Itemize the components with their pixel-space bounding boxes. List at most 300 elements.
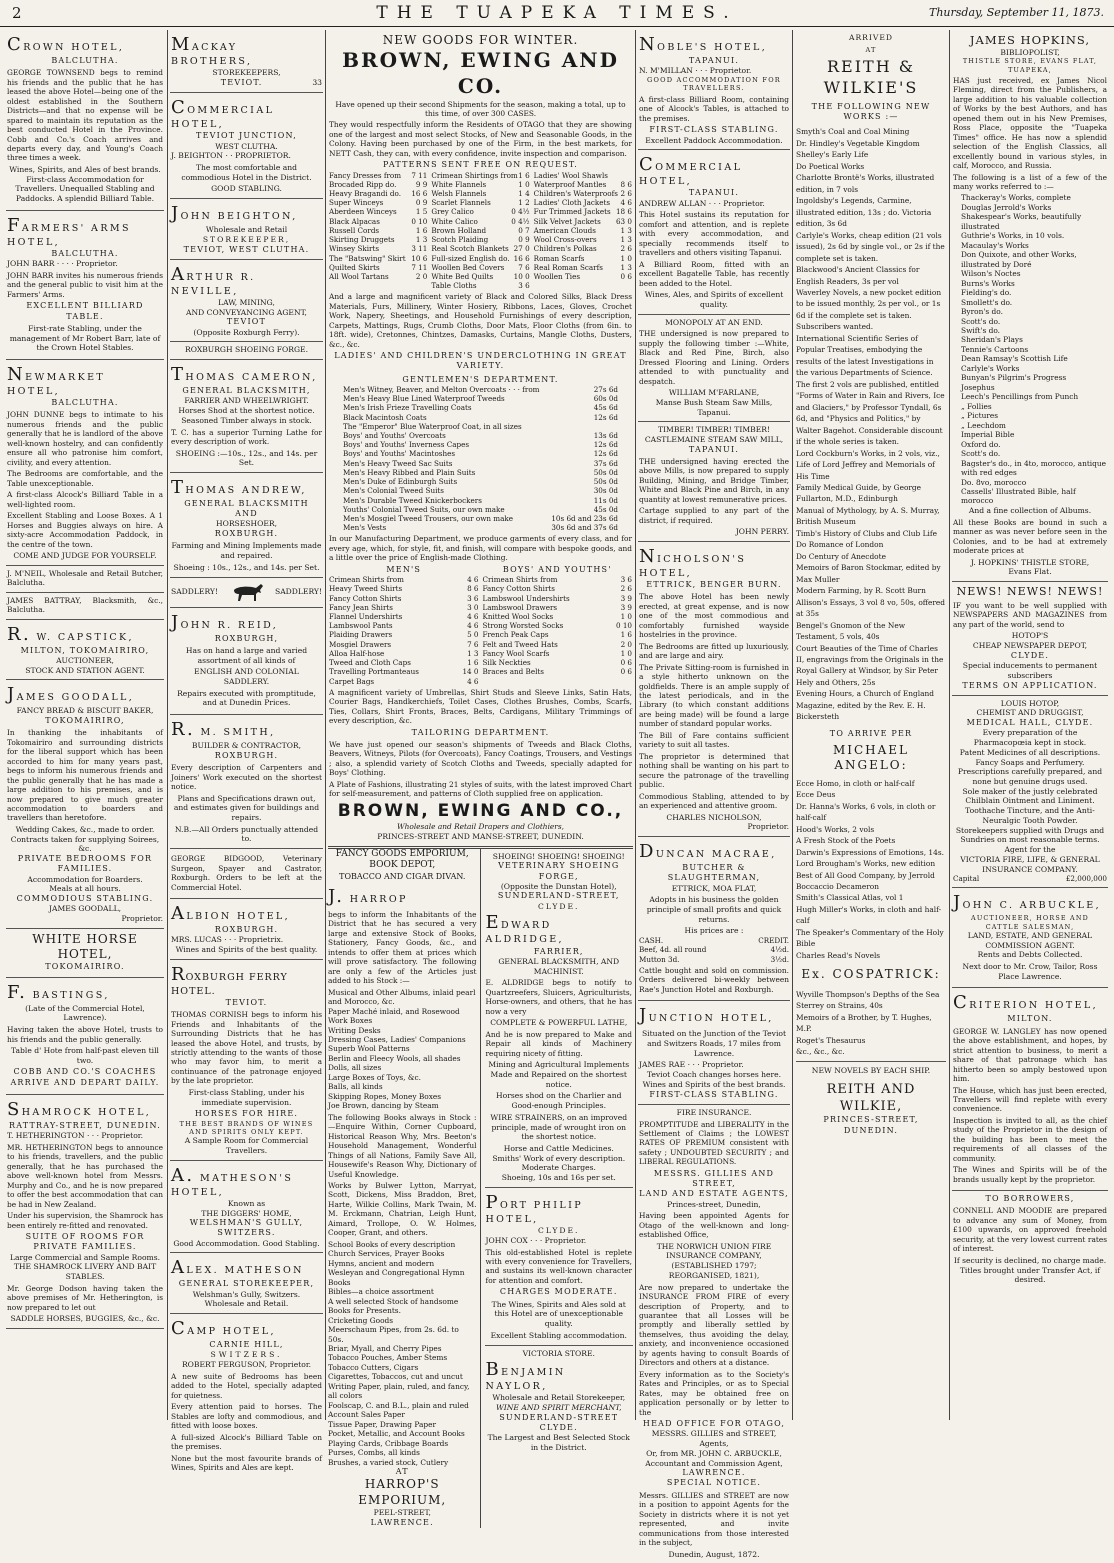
ad-line: TAPANUI.: [688, 444, 740, 454]
ad-line: VETERINARY SHOEING FORGE,: [498, 861, 620, 881]
price-row: [329, 207, 427, 216]
ad-line: ROBERT FERGUSON, Proprietor.: [181, 1360, 312, 1370]
ad-address: PEEL-STREET,: [373, 1508, 431, 1518]
price-value: 11s 0d: [593, 495, 618, 505]
ad-bidgood: [170, 849, 323, 899]
price-value: 0 10: [411, 216, 428, 226]
list-item: International Scientific Series of Popular Treatises, embodying the results of the latest Investigations in the various Departments of Science. The first 2 vols are published, entitled "Forms of Water in Rain and Rivers, Ice and Glaciers," by Professor Tyndall, 6s 6d, and "Physics and Politics," by Walter Bagehot. Considerable discount if the whole series is taken.: [796, 333, 945, 447]
price-row: [431, 263, 529, 272]
list-item: Dean Ramsay's Scottish Life: [961, 354, 1068, 364]
price-value: 3 11: [411, 244, 428, 254]
section-heading: BOYS' AND YOUTHS': [502, 564, 612, 574]
ad-title: ROXBURGH SHOEING FORGE.: [185, 345, 308, 355]
price-cell: 4½d.: [770, 945, 789, 955]
ad-line: JAMES GOODALL,: [48, 904, 122, 914]
ad-line: THE SHAMROCK LIVERY AND BAIT STABLES.: [13, 1262, 157, 1282]
price-row: [483, 667, 633, 676]
ad-address: LAWRENCE.: [370, 1517, 434, 1527]
ad-line: Or, from MR. JOHN C. ARBUCKLE,: [646, 1448, 782, 1458]
ad-line: Cartage supplied to any part of the district, if required.: [639, 506, 789, 525]
price-row: [534, 226, 632, 235]
price-item: Brown Holland: [431, 225, 487, 235]
price-item: Fancy Wool Scarfs: [482, 648, 550, 658]
ad-line: COMPLETE & POWERFUL LATHE,: [490, 1018, 628, 1028]
price-row: [534, 272, 632, 281]
ad-line: Adopts in his business the golden principle of small profits and quick returns.: [646, 895, 782, 924]
ad-line: The Wines and Spirits will be of the brands usually kept by the proprietor.: [953, 1165, 1107, 1184]
price-value: 50s 0d: [593, 467, 618, 477]
ad-line: TEVIOT JUNCTION,: [196, 131, 297, 141]
ad-line: LAND AND ESTATE AGENTS,: [639, 1189, 789, 1199]
price-item: Men's Heavy Ribbed and Plain Suits: [343, 467, 476, 477]
ad-body: Messrs. GILLIES and STREET are now in a position to appoint Agents for the Society in districts where it is not yet represented, and invite communications from those interested in the subject,: [639, 1490, 789, 1548]
ad-line: (ESTABLISHED 1797; REORGANISED, 1821),: [668, 1261, 760, 1280]
price-item: American Clouds: [533, 225, 596, 235]
ad-body: JOHN BARR invites his numerous friends and the general public to visit him at the Farmers' Arms.: [7, 270, 163, 299]
ad-line: J. HOPKINS' THISTLE STORE,: [970, 557, 1090, 567]
price-row: [329, 171, 427, 180]
price-value: 0 4½: [511, 216, 530, 226]
ad-line: HORSES FOR HIRE.: [194, 1109, 299, 1119]
ad-line: Manse Bush Steam Saw Mills, Tapanui.: [655, 397, 773, 417]
ad-body: The following Books always in Stock :—Enquire Within, Corner Cupboard, Historical Reason Why, Mrs. Beeton's Household Management, Wonderful Things of all Nations, Family Save All, Housewife's Reason Why, Dictionary of Useful Knowledge.: [328, 1112, 477, 1179]
price-item: White Bed Quilts: [431, 272, 494, 281]
ad-line: WILLIAM M'FARLANE,: [668, 388, 760, 398]
ad-title: JAMES HOPKINS,: [969, 33, 1091, 47]
ad-fire-insurance: [638, 1105, 790, 1563]
price-value: 8 6: [620, 179, 632, 189]
price-value: 0 4½: [511, 207, 530, 217]
price-row: [329, 658, 479, 667]
price-item: Boys' and Youths' Inverness Capes: [343, 440, 470, 450]
ad-brand: REITH AND WILKIE,: [826, 1082, 916, 1114]
list-item: Boccaccio Decameron: [796, 881, 879, 891]
ad-line: Contracts taken for supplying Soirees, &c.: [10, 834, 160, 854]
ad-body: Works by Bulwer Lytton, Marryat, Scott, Dickens, Miss Braddon, Bret, Harte, Wilkie Collins, Mark Twain, M. M. Erckmann, Chatrian, Leigh Hunt, Aimard, Trollope, O. W. Holmes, Cooper, Grant, and others.: [328, 1181, 477, 1238]
list-item: Best of All Good Company, by Jerrold: [796, 870, 935, 880]
price-value: 0 7: [518, 225, 530, 235]
ad-line: His prices are :: [684, 926, 744, 936]
ad-title: ALEX. MATHESON: [171, 1257, 304, 1279]
ad-line: Wines and Spirits of the best brands.: [642, 1079, 786, 1089]
ad-line: CLYDE.: [538, 901, 580, 911]
price-row: [329, 630, 479, 639]
list-item: Allison's Essays, 3 vol 8 vo, 50s, offered at 35s: [796, 597, 946, 619]
list-item: Church Services, Prayer Books: [328, 1249, 445, 1259]
ad-andrew: [170, 473, 323, 578]
ad-line: Patent Medicines of all descriptions.: [959, 747, 1101, 757]
price-item: Russell Cords: [329, 225, 380, 235]
price-row: [329, 272, 427, 281]
horse-icon: [228, 581, 266, 603]
ad-heading: VICTORIA STORE.: [522, 1348, 595, 1358]
list-item: Bibles—a choice assortment: [328, 1287, 434, 1297]
ad-line: FARRIER,: [533, 946, 584, 956]
list-item: Dr. Hanna's Works, 6 vols, in cloth or half-calf: [796, 801, 936, 823]
ad-body: Are now prepared to undertake the INSURANCE FROM FIRE of every description of Property, and to guarantee that all Losses will be promptly and liberally settled by themselves, thus avoiding the delay, anxiety, and inconvenience occasioned by agents having to consult Boards of Directors and others at a distance.: [639, 1282, 789, 1368]
ad-body: JOHN DUNNE begs to intimate to his numerous friends and the public generally that he is landlord of the above well-known hostelry, and can confidently ensure all who patronise him comfort, civility, and every attention.: [7, 410, 163, 467]
price-value: 3 6: [467, 593, 479, 603]
ad-line: Accountant and Commission Agent,: [645, 1458, 783, 1468]
ad-line: Inspection is invited to all, as the chief study of the Proprietor in the design of the building has been to meet the requirements of all classes of the community.: [953, 1115, 1107, 1163]
list-item: Smyth's Coal and Coal Mining: [796, 127, 910, 137]
ad-line: LAW, MINING,: [218, 298, 275, 308]
price-row: [329, 621, 479, 630]
price-row: [329, 677, 479, 686]
price-value: 8 6: [467, 584, 479, 594]
ad-body: And a large and magnificent variety of Black and Colored Silks, Black Dress Materials, Furs, Millinery, Winter Hosiery, Ribbons, Laces, Gloves, Crochet Work, Napery, Sheetings, and Household Furnishings of every description, Carpets, Mattings, Rugs, Crumb Cloths, Door Mats, Floor Cloths (from 6in. to 18ft. wide), Cretonnes, Chintzes, Damasks, Curtains, Mangle Cloths, Dusters, &c., &c.: [329, 292, 632, 349]
ad-line: BIBLIOPOLIST,: [1000, 47, 1060, 57]
ad-body: E. ALDRIDGE begs to notify to Quartzreefers, Sluicers, Agriculturists, Horse-owners, and others, that he has now a very: [485, 978, 632, 1016]
ad-line: The proprietor is determined that nothing shall be wanting on his part to secure the patronage of the travelling public.: [639, 751, 789, 790]
price-item: Lambswool Pants: [329, 621, 393, 631]
price-row: [483, 640, 633, 649]
ad-proprietor: N. M'MILLAN · · · Proprietor.: [639, 66, 752, 76]
ad-arbuckle: [952, 888, 1108, 988]
price-value: 4 6: [620, 198, 632, 208]
ad-title: NOBLE'S HOTEL,: [639, 34, 768, 55]
price-value: 13s 6d: [593, 431, 618, 441]
ad-hotop-chemist: [952, 696, 1108, 889]
issue-date: Thursday, September 11, 1873.: [929, 6, 1104, 19]
price-value: 1 0: [620, 253, 632, 263]
ad-shamrock: [6, 1095, 164, 1329]
price-value: 1 0: [620, 611, 632, 621]
price-row: [329, 612, 479, 621]
book-list: [953, 193, 1107, 505]
price-item: Men's Witney, Beaver, and Melton Overcoats · · · from: [343, 384, 540, 394]
list-item: Dressing Cases, Ladies' Companions: [328, 1034, 466, 1044]
ad-heading: NEWS! NEWS! NEWS!: [956, 584, 1104, 598]
list-item: Charlotte Brontë's Works, illustrated edition, in 7 vols: [796, 173, 935, 194]
price-item: Ladies' Wool Shawls: [533, 170, 608, 180]
ad-title: COMMERCIAL HOTEL,: [639, 154, 743, 188]
ad-title: CAMP HOTEL,: [171, 1318, 276, 1340]
ad-line: Evans Flat.: [1008, 567, 1052, 577]
list-item: Scott's do.: [961, 449, 1001, 459]
price-value: 0 6: [620, 272, 632, 281]
list-item: Manual of Mythology, by A. S. Murray, British Museum: [796, 505, 940, 527]
price-row: [431, 254, 529, 263]
ad-macrae: [638, 837, 790, 1001]
price-row: [483, 621, 633, 630]
price-list-boys: [483, 575, 633, 676]
ad-line: GENERAL BLACKSMITH AND: [184, 498, 309, 519]
list-item: Carlyle's Works, cheap edition (21 vols issued), 2s 6d by single vol., or 2s if the complete set is taken.: [796, 230, 945, 263]
ad-farmers-arms: [6, 211, 164, 360]
ad-title: PORT PHILIP HOTEL,: [485, 1191, 584, 1225]
ad-line: MACHINIST.: [533, 966, 584, 976]
column-5: [795, 30, 947, 1420]
ad-title: JOHN R. REID,: [171, 611, 279, 633]
price-row: [329, 575, 479, 584]
list-item: Smith's Classical Atlas, vol 1: [796, 893, 904, 903]
ad-line: WINE AND SPIRIT MERCHANT,: [495, 1403, 622, 1413]
ad-line: The Private Sitting-room is furnished in a style hitherto unknown on the goldfields. There is an ample supply of the latest periodicals, and in the Library (to which constant additions are being made) will be found a large number of standard popular works.: [639, 662, 789, 729]
price-row: [329, 254, 427, 263]
list-item: Pocket, Metallic, and Account Books: [328, 1429, 465, 1439]
ad-name: J. HARROP: [328, 885, 408, 907]
book-list: [796, 126, 946, 722]
list-item: Fielding's do.: [961, 288, 1012, 298]
ad-title: CRITERION HOTEL,: [953, 992, 1099, 1014]
ad-line: The following is a list of a few of the many works referred to :—: [953, 172, 1107, 191]
ad-body: A magnificent variety of Umbrellas, Shirt Studs and Sleeve Links, Satin Hats, Courier Bags, Handkerchiefs, Toilet Cases, Clothes Brushes, Combs, Scarfs, Ties, Collars, Shirt Fronts, Braces, Belts, Cardigans, Military Trimmings of every description, &c.: [329, 687, 632, 726]
ad-body: All these Books are bound in such a manner as was never before seen in the Colonies, and to be had at extremely moderate prices at: [953, 517, 1107, 556]
capital-value: £2,000,000: [1065, 874, 1107, 884]
ad-line: A first-class Billiard Room, containing one of Alcock's Tables, is attached to the premises.: [639, 94, 789, 123]
ad-body: GEORGE TOWNSEND begs to remind his friends and the public that he has leased the above Hotel—being one of the oldest established in the Southern Districts—and that no expense will be spared to maintain its reputation as the best conducted Hotel in the Province. Cobb and Co.'s Coach arrives and departs every day, and Young's Coach three times a week.: [7, 68, 163, 163]
ad-proprietor: T. HETHERINGTON · · · Proprietor.: [7, 1131, 143, 1141]
list-item: Large Boxes of Toys, &c.: [328, 1072, 421, 1082]
ad-heading: MONOPOLY AT AN END.: [665, 317, 763, 327]
price-item: Felt and Tweed Hats: [482, 639, 558, 649]
price-row: [343, 486, 618, 495]
ad-line: Mining and Agricultural Implements Made and Repaired on the shortest notice.: [488, 1060, 630, 1089]
price-item: Crimean Shirtings from: [431, 170, 518, 180]
ad-line: MESSRS. GILLIES and STREET, Agents,: [651, 1429, 777, 1449]
ad-line: Wines, Ales, and Spirits of excellent quality.: [644, 290, 784, 309]
price-row: [431, 180, 529, 189]
ad-place: TAPANUI.: [688, 56, 740, 66]
ad-line: Wholesale and Retail.: [204, 1299, 289, 1309]
ad-line: Large Commercial and Sample Rooms.: [9, 1252, 161, 1262]
ad-heading: TO BORROWERS,: [985, 1194, 1075, 1204]
price-value: 2 6: [620, 189, 632, 199]
ad-reith-wilkie: [795, 30, 947, 1140]
list-item: Account Sales Paper: [328, 1410, 405, 1420]
column-2: [170, 30, 323, 1473]
list-item: &c., &c., &c.: [796, 1046, 845, 1056]
price-value: 7 11: [411, 170, 428, 180]
ad-line: Teviot Coach changes horses here.: [646, 1070, 782, 1080]
price-item: Lambswool Undershirts: [482, 593, 570, 603]
list-item: Joe Brown, dancing by Steam: [328, 1101, 439, 1111]
ad-line: WEST CLUTHA.: [215, 141, 278, 151]
price-item: White Flannels: [431, 179, 487, 189]
price-header: CASH.: [639, 936, 664, 946]
column-3-lower: [328, 849, 633, 1528]
ad-line: A Billiard Room, fitted with an excellent Bagatelle Table, has recently been added to the Hotel.: [639, 259, 789, 288]
price-value: 12s 6d: [593, 449, 618, 459]
ad-line: GOOD STABLING.: [211, 184, 282, 194]
price-row: [431, 207, 529, 216]
list-item: „ Follies: [961, 401, 992, 411]
column-1: [6, 30, 164, 1420]
price-row: [483, 603, 633, 612]
ad-body: CONNELL AND MOODIE are prepared to advance any sum of Money, from £100 upwards, on approved freehold security, at the very lowest current rates of interest.: [953, 1206, 1107, 1254]
ad-line: STOREKEEPER,: [202, 234, 291, 244]
ad-title: R. W. CAPSTICK,: [7, 623, 134, 645]
item-list: [328, 1240, 477, 1467]
ad-line: Excellent Stabling and Loose Boxes. A 1 Horses and Buggies always on hire. A sixty-acre Accommodation Paddock, in the centre of the town.: [7, 511, 163, 549]
list-item: Leech's Pencillings from Punch: [961, 392, 1079, 402]
price-row: [329, 603, 479, 612]
list-item: Do Century of Anecdote: [796, 551, 886, 561]
ad-line: Storekeepers supplied with Drugs and Sundries on most reasonable terms.: [955, 825, 1105, 845]
price-item: All Wool Tartans: [329, 272, 389, 281]
price-row: [343, 403, 618, 412]
ad-crown-hotel: [6, 30, 164, 211]
ad-saddlery: [170, 578, 323, 608]
masthead: [0, 0, 1114, 27]
ad-address: PRINCES-STREET, DUNEDIN.: [823, 1115, 919, 1135]
ad-line: CLYDE.: [1010, 650, 1050, 660]
price-item: Woollen Ties: [533, 272, 581, 281]
price-item: Full-sized English do.: [431, 253, 510, 263]
ad-line: FANCY BREAD & BISCUIT BAKER,: [16, 706, 154, 716]
ad-line: MILTON, TOKOMAIRIRO,: [20, 645, 150, 655]
ad-line: Plans and Specifications drawn out, and estimates given for buildings and repairs.: [173, 793, 320, 822]
ad-neville: [170, 260, 323, 343]
price-row: [343, 385, 618, 394]
ad-shoeing-forge: [170, 342, 323, 360]
ad-victoria-store: [485, 1346, 634, 1457]
ad-body: We have just opened our season's shipments of Tweeds and Black Cloths, Beavers, Witneys, Pilots (for Overcoats), Fancy Coatings, Trousers, and Vestings ; also, a splendid variety of Scotch Cloths and Tweeds, specially adapted for Boys' Clothing.: [329, 739, 632, 778]
ad-heading: FIRE INSURANCE.: [676, 1107, 752, 1117]
price-value: 3 6: [620, 575, 632, 585]
price-row: [343, 431, 618, 440]
ad-body: THE undersigned is now prepared to supply the following timber :—White, Black and Red Pine, Birch, also Dressed Flooring and Lining. Orders attended to with punctuality and despatch.: [639, 329, 789, 386]
ad-line: Accommodation for Boarders.: [27, 874, 143, 884]
list-item: Wyville Thompson's Depths of the Sea: [796, 989, 940, 999]
ad-line: NEW NOVELS BY EACH SHIP.: [796, 1061, 946, 1076]
ad-matheson-hotel: [170, 1161, 323, 1254]
column-rule: [325, 30, 326, 1420]
ad-place: TAPANUI.: [688, 188, 740, 198]
ad-line: Rents and Debts Collected.: [977, 950, 1083, 960]
price-value: 1 6: [620, 630, 632, 640]
list-item: „ Leechdom: [961, 420, 1006, 430]
price-item: Lambswool Drawers: [482, 602, 558, 612]
ad-line: THE NORWICH UNION FIRE INSURANCE COMPANY,: [656, 1241, 772, 1261]
price-value: 1 5: [415, 207, 428, 217]
price-item: Silk Velvet Jackets: [533, 216, 601, 226]
price-item: Knitted Wool Socks: [482, 611, 554, 621]
column-rule: [792, 30, 793, 1420]
price-item: Men's Durable Tweed Knickerbockers: [343, 495, 482, 505]
price-row: [534, 189, 632, 198]
list-item: Playing Cards, Cribbage Boards: [328, 1438, 449, 1448]
ad-body: A new suite of Bedrooms has been added to the Hotel, specially adapted for quietness.: [171, 1371, 322, 1400]
price-item: Braces and Belts: [482, 667, 544, 677]
list-item: Tissue Paper, Drawing Paper: [328, 1419, 437, 1429]
ad-title: BOOK DEPOT,: [369, 860, 436, 871]
ad-body: In our Manufacturing Department, we produce garments of every class, and for every age, which, for style, fit, and finish, will compare with bespoke goods, and a little over the price of English-made Clothing.: [329, 534, 632, 563]
price-value: 50s 0d: [593, 477, 618, 487]
ad-body: IF you want to be well supplied with NEWSPAPERS AND MAGAZINES from any part of the world, send to: [953, 601, 1107, 629]
price-lists-mens-boys: [329, 565, 632, 686]
price-row: [329, 244, 427, 253]
list-item: Hymns, ancient and modern: [328, 1258, 435, 1268]
list-item: Josephus: [961, 382, 995, 392]
price-item: Heavy Tweed Shirts: [329, 584, 403, 594]
ad-body: J. M'NEIL, Wholesale and Retail Butcher, Balclutha.: [7, 568, 163, 588]
ad-line: VICTORIA FIRE, LIFE, & GENERAL INSURANCE COMPANY.: [960, 854, 1100, 874]
ad-line: (Late of the Commercial Hotel, Lawrence).: [25, 1003, 145, 1023]
ad-place: ETTRICK, BENGER BURN.: [646, 580, 782, 590]
list-item: Balls, all kinds: [328, 1082, 383, 1092]
ad-subheading: Have opened up their second Shipments for the season, making a total, up to this time, of over 300 CASES.: [335, 99, 626, 119]
ad-line: First-class Stabling, under his immediate supervision.: [188, 1087, 305, 1107]
ad-body: This Hotel sustains its reputation for comfort and attention, and is replete with every accommodation, and specially recommends itself to travellers and others visiting Tapanui.: [639, 210, 789, 258]
list-item: Dr. Hindley's Vegetable Kingdom: [796, 138, 920, 148]
ad-port-philip: [485, 1188, 634, 1346]
price-value: 1 6: [415, 225, 428, 235]
ad-ferry-hotel: [170, 960, 323, 1161]
price-value: 16 6: [513, 253, 530, 263]
ad-body: JAMES BATTRAY, Blacksmith, &c., Balclutha.: [7, 595, 163, 615]
ad-line: SADDLE HORSES, BUGGIES, &c., &c.: [10, 1314, 160, 1324]
ad-brand: BROWN, EWING AND CO.: [342, 48, 619, 98]
price-item: Youths' Colonial Tweed Suits, our own make: [343, 504, 505, 514]
price-row: [483, 584, 633, 593]
ad-place: BALCLUTHA.: [51, 56, 119, 66]
list-item: Macaulay's Works: [961, 240, 1029, 250]
price-value: 5 0: [467, 630, 479, 640]
book-list: [796, 778, 946, 962]
ad-line: BUTCHER & SLAUGHTERMAN,: [667, 863, 761, 883]
ad-line: Table d' Hote from half-past eleven till two.: [11, 1046, 159, 1065]
ad-line: CARNIE HILL,: [209, 1340, 284, 1350]
ad-junction-hotel: [638, 1001, 790, 1105]
ad-line: COME AND JUDGE FOR YOURSELF.: [13, 550, 157, 560]
ad-place: BALCLUTHA.: [51, 249, 119, 259]
price-value: 37s 6d: [593, 458, 618, 468]
ad-line: CASTLEMAINE STEAM SAW MILL,: [644, 434, 784, 444]
ad-line: TO ARRIVE PER: [829, 728, 913, 738]
list-item: „ Pictures: [961, 411, 999, 421]
list-item: Carlyle's Works: [961, 363, 1020, 373]
ad-line: The Bedrooms are comfortable, and the Table unexceptionable.: [7, 469, 163, 488]
price-item: Black Alpacas: [329, 216, 380, 226]
list-item: A well selected Stock of handsome Books for Presents.: [328, 1296, 459, 1316]
price-list-mens: [329, 575, 479, 686]
list-item: Byron's do.: [961, 307, 1003, 317]
price-value: 3 0: [467, 602, 479, 612]
ad-cameron: [170, 360, 323, 473]
ad-subheading: THE FOLLOWING NEW WORKS :—: [811, 101, 931, 122]
price-item: Waterproof Mantles: [533, 179, 607, 189]
price-item: Men's Colonial Tweed Suits: [343, 486, 444, 496]
list-item: Berlin and Fleecy Wools, all shades: [328, 1053, 461, 1063]
list-item: Burns's Works: [961, 278, 1015, 288]
ad-brand: REITH & WILKIE'S: [823, 57, 919, 97]
ad-smith: [170, 715, 323, 849]
ad-place: BALCLUTHA.: [51, 398, 119, 408]
ad-body: They would respectfully inform the Residents of OTAGO that they are showing one of the largest and most select Stocks, of New and Seasonable Goods, in the Colony. Having been purchased by one of the Firm, in the best markets, for NETT Cash, they can, with every confidence, invite inspection and comparison.: [329, 120, 632, 158]
ad-line: Wines and Spirits of the best quality.: [175, 944, 318, 954]
ad-line: Wines, Spirits, and Ales of best brands. First-class Accommodation for Travellers. Unequalled Stabling and Paddocks. A splendid Billiard Table.: [9, 164, 161, 204]
price-item: Quilted Skirts: [329, 262, 380, 272]
ad-nobles-hotel: [638, 30, 790, 150]
price-value: 27 0: [513, 244, 530, 254]
ad-line: Princes-street, Dunedin,: [667, 1199, 761, 1209]
list-item: Do Romance of London: [796, 540, 884, 550]
list-item: Smollett's do.: [961, 297, 1013, 307]
price-row: [483, 575, 633, 584]
ad-line: (Opposite the Dunstan Hotel),: [500, 881, 617, 891]
price-item: The "Batswing" Skirt: [329, 253, 406, 263]
price-row: [343, 440, 618, 449]
price-value: 4 6: [467, 575, 479, 585]
ad-reid: [170, 608, 323, 716]
ad-line: Excellent Paddock Accommodation.: [645, 135, 783, 145]
price-item: Men's Irish Frieze Travelling Coats: [343, 403, 472, 413]
ad-title: BENJAMIN NAYLOR,: [485, 1359, 566, 1393]
price-row: [431, 189, 529, 198]
list-item: A Fresh Stock of the Poets: [796, 836, 896, 846]
